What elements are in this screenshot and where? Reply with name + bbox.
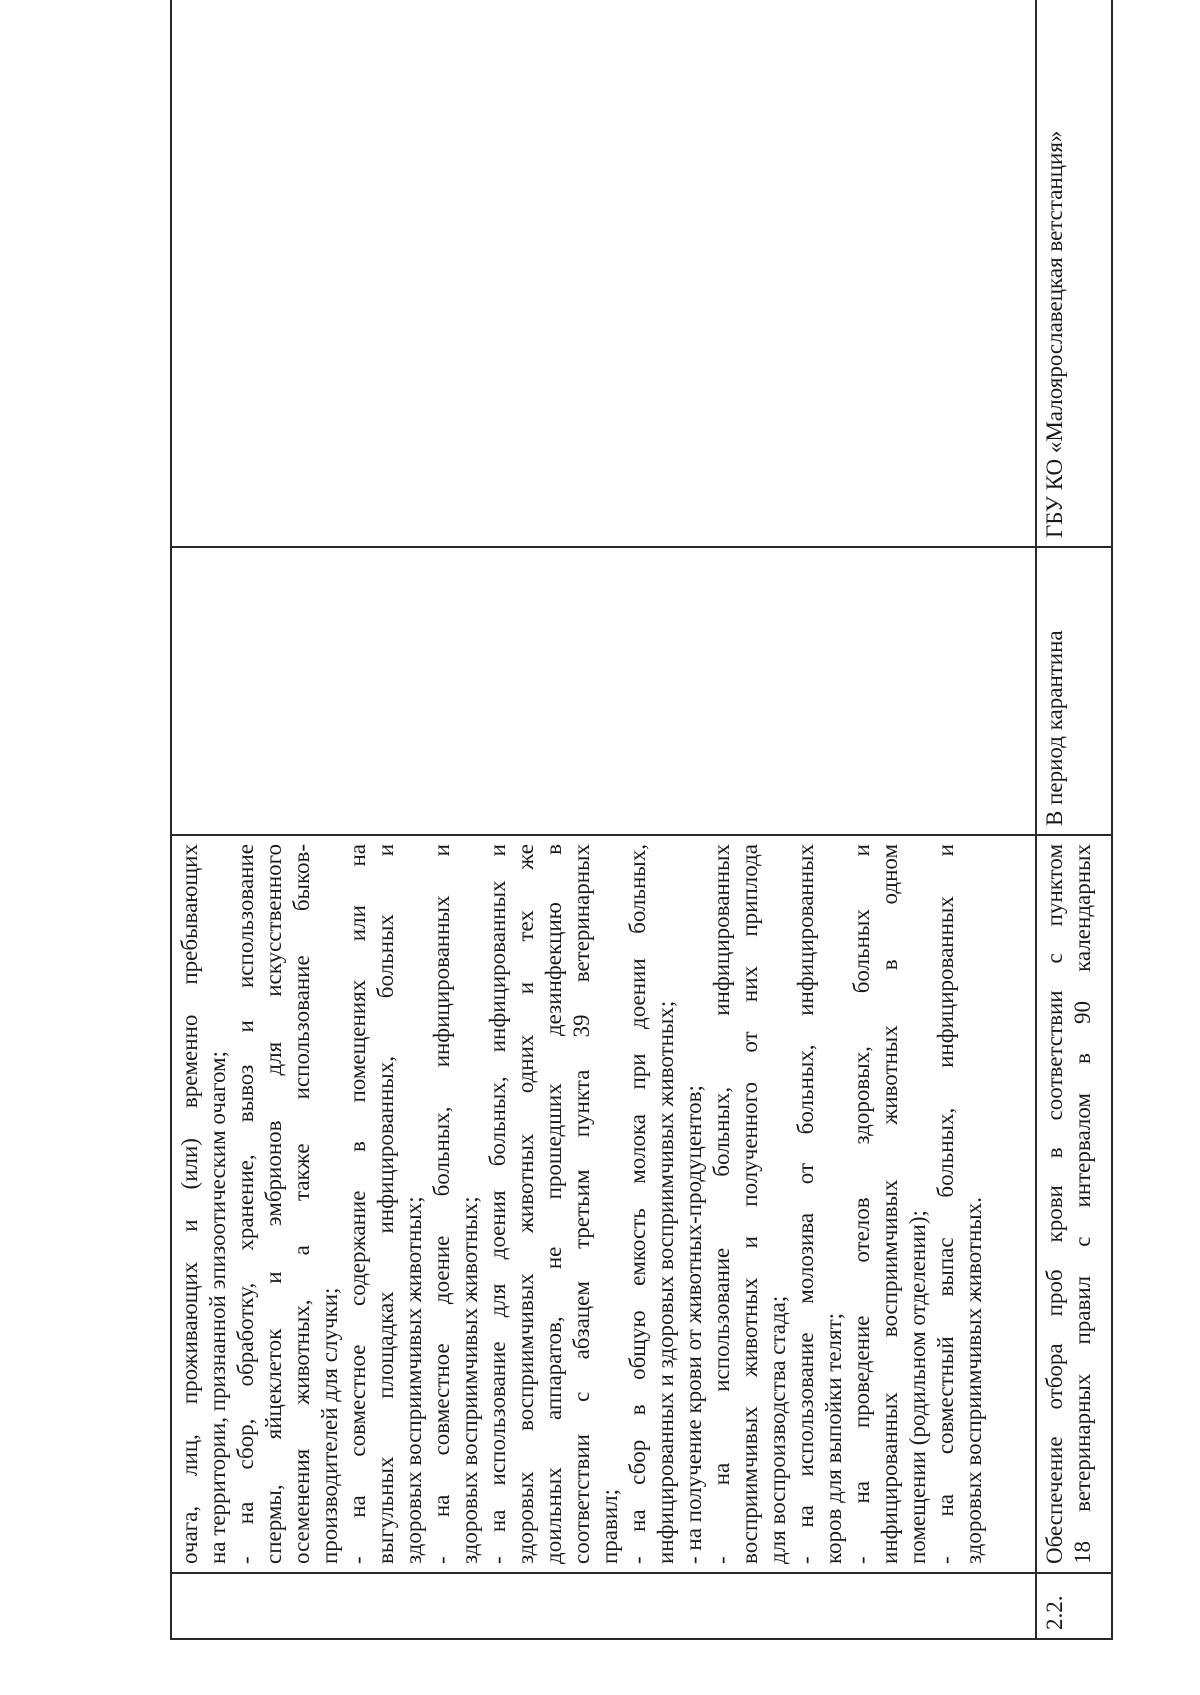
responsible-cell (171, 0, 1036, 547)
text-line: инфицированных и здоровых восприимчивых животных; (653, 1000, 678, 1564)
row-number-cell (171, 1573, 1036, 1639)
text-line: 18 ветеринарных правил с интервалом в 90 календарных (1070, 844, 1095, 1564)
text-line: - на получение крови от животных-продуцентов; (681, 1085, 706, 1564)
text-line: - на сбор в общую емкость молока при доении больных, (625, 844, 650, 1564)
text-line: - на использование молозива от больных, инфицированных (793, 844, 818, 1564)
text-line: правил; (597, 1488, 622, 1564)
text-line: - на сбор, обработку, хранение, вывоз и использование (233, 844, 258, 1564)
period-cell: В период карантина (1036, 547, 1112, 835)
row-number-cell: 2.2. (1036, 1573, 1112, 1639)
measures-table (170, 0, 1113, 1640)
text-line: коров для выпойки телят; (821, 1312, 846, 1564)
text-line: соответствии с абзацем третьим пункта 39 ветеринарных (569, 844, 594, 1564)
text-line: помещении (родильном отделении); (905, 1210, 930, 1564)
text-line: осеменения животных, а также использование быков- (289, 844, 314, 1564)
text-line: спермы, яйцеклеток и эмбрионов для искусственного (261, 844, 286, 1564)
text-line: - на совместное содержание в помещениях или на (345, 844, 370, 1564)
text-line: доильных аппаратов, не прошедших дезинфекцию в (541, 844, 566, 1564)
responsible-cell: ГБУ КО «Малоярославецкая ветстанция» (1036, 0, 1112, 547)
text-line: очага, лиц, проживающих и (или) временно пребывающих (177, 844, 202, 1564)
text-line: Обеспечение отбора проб крови в соответствии с пунктом (1042, 844, 1067, 1564)
table-row (1036, 0, 1112, 1639)
measure-text-cell (171, 835, 1036, 1573)
text-line: здоровых восприимчивых животных. (961, 1196, 986, 1564)
text-line: - на проведение отелов здоровых, больных и (849, 844, 874, 1564)
period-cell (171, 547, 1036, 835)
text-line: производителей для случки; (317, 1287, 342, 1564)
text-line: выгульных площадках инфицированных, больных и (373, 844, 398, 1564)
text-line: здоровых восприимчивых животных; (457, 1196, 482, 1564)
text-line: здоровых восприимчивых животных; (401, 1196, 426, 1564)
text-line: инфицированных восприимчивых животных в одном (877, 844, 902, 1564)
text-line: - на совместный выпас больных, инфицированных и (933, 844, 958, 1564)
measure-text-cell (1036, 835, 1112, 1573)
text-line: для воспроизводства стада; (765, 1295, 790, 1564)
text-line: здоровых восприимчивых животных одних и тех же (513, 844, 538, 1564)
text-line: - на совместное доение больных, инфицированных и (429, 844, 454, 1564)
rotated-document-page (170, 10, 1200, 1640)
text-line: на территории, признанной эпизоотическим очагом; (205, 1051, 230, 1564)
text-line: восприимчивых животных и полученного от них приплода (737, 844, 762, 1564)
table-row (171, 0, 1036, 1639)
text-line: - на использование больных, инфицированных (709, 844, 734, 1564)
text-line: - на использование для доения больных, инфицированных и (485, 844, 510, 1564)
